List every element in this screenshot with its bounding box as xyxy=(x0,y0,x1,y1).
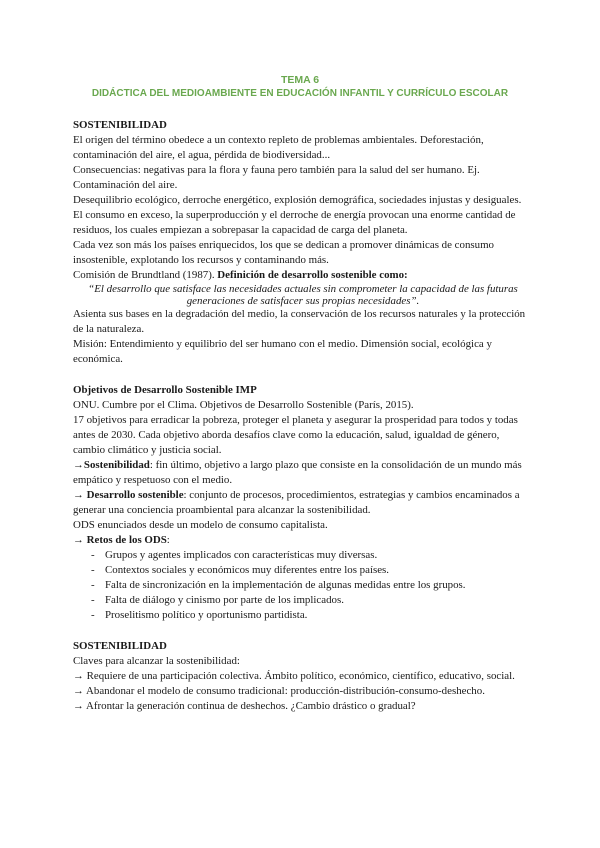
bold-text: Retos de los ODS xyxy=(86,534,167,546)
paragraph: ONU. Cumbre por el Clima. Objetivos de Desarrollo Sostenible (París, 2015). xyxy=(73,399,414,411)
paragraph: El origen del término obedece a un contexto repleto de problemas ambientales. Deforestación, contaminación del aire, el agua, pérdida de biodiversidad... xyxy=(73,134,484,161)
bold-text: Sostenibilidad xyxy=(83,459,150,471)
document-body xyxy=(73,118,533,714)
list-item: - Grupos y agentes implicados con características muy diversas. xyxy=(73,548,533,563)
paragraph: Asienta sus bases en la degradación del medio, la conservación de los recursos naturales y la protección de la naturaleza. xyxy=(73,308,526,335)
paragraph: ODS enunciados desde un modelo de consumo capitalista. xyxy=(73,519,328,531)
text-span: : fin último, objetivo a largo plazo que consiste en la consolidación de un mundo más empático y respetuoso con el medio. xyxy=(73,459,522,486)
paragraph: → Abandonar el modelo de consumo tradicional: producción-distribución-consumo-deshecho. xyxy=(73,685,485,697)
paragraph: → Afrontar la generación continua de deshechos. ¿Cambio drástico o gradual? xyxy=(73,700,416,712)
text-span: : xyxy=(166,534,170,546)
section-heading-ods: Objetivos de Desarrollo Sostenible IMP xyxy=(73,384,257,396)
section-heading-sostenibilidad-2: SOSTENIBILIDAD xyxy=(73,640,167,652)
bold-text: Definición de desarrollo sostenible como: xyxy=(217,269,408,281)
paragraph xyxy=(73,458,533,488)
document-header xyxy=(0,74,600,100)
paragraph xyxy=(73,268,533,283)
list-item: - Falta de sincronización en la implementación de algunas medidas entre los grupos. xyxy=(73,578,533,593)
paragraph: El consumo en exceso, la superproducción y el derroche de energía provocan una enorme cantidad de residuos, los cuales empiezan a sobrepasar la capacidad de carga del planeta. xyxy=(73,209,516,236)
list-item: - Falta de diálogo y cinismo por parte de los implicados. xyxy=(73,593,533,608)
brundtland-quote: “El desarrollo que satisface las necesidades actuales sin comprometer la capacidad de las futuras generaciones de satisfacer sus propias necesidades”. xyxy=(88,283,518,307)
paragraph: Misión: Entendimiento y equilibrio del ser humano con el medio. Dimensión social, ecológica y económica. xyxy=(73,338,492,365)
arrow-icon: → xyxy=(73,534,87,546)
text-span: : conjunto de procesos, procedimientos, estrategias y cambios encaminados a generar una conciencia proambiental para alcanzar la sostenibilidad. xyxy=(73,489,520,516)
bold-text: Desarrollo sostenible xyxy=(86,489,184,501)
paragraph: Desequilibrio ecológico, derroche energético, explosión demográfica, sociedades injustas y desiguales. xyxy=(73,194,522,206)
paragraph: 17 objetivos para erradicar la pobreza, proteger el planeta y asegurar la prosperidad para todos y todas antes de 2030. Cada objetivo aborda desafíos clave como la educación, salud, igualdad de género, cambio climático y justicia social. xyxy=(73,414,518,456)
topic-title: TEMA 6 xyxy=(280,74,320,86)
topic-subtitle: DIDÁCTICA DEL MEDIOAMBIENTE EN EDUCACIÓN INFANTIL Y CURRÍCULO ESCOLAR xyxy=(91,88,509,99)
arrow-icon: → xyxy=(73,459,84,471)
section-heading-sostenibilidad: SOSTENIBILIDAD xyxy=(73,119,167,131)
list-item: - Contextos sociales y económicos muy diferentes entre los países. xyxy=(73,563,533,578)
paragraph: Consecuencias: negativas para la flora y fauna pero también para la salud del ser humano. Ej. Contaminación del aire. xyxy=(73,164,480,191)
paragraph xyxy=(73,533,533,548)
paragraph xyxy=(73,488,533,518)
paragraph: Cada vez son más los países enriquecidos, los que se dedican a promover dinámicas de consumo insostenible, explotando los recursos y contaminando más. xyxy=(73,239,494,266)
arrow-icon: → xyxy=(73,489,87,501)
retos-list xyxy=(73,548,533,623)
text-span: Comisión de Brundtland (1987). xyxy=(73,269,218,281)
list-item: - Proselitismo político y oportunismo partidista. xyxy=(73,608,533,623)
paragraph: Claves para alcanzar la sostenibilidad: xyxy=(73,655,240,667)
paragraph: → Requiere de una participación colectiva. Ámbito político, económico, científico, educativo, social. xyxy=(73,670,515,682)
